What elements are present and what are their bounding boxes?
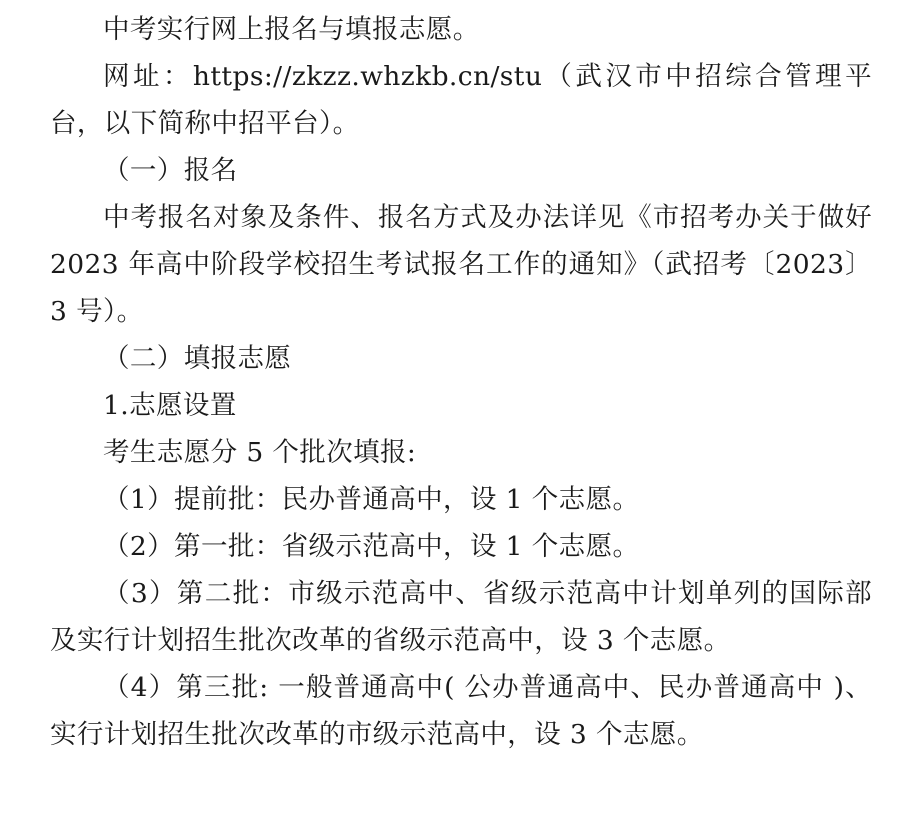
paragraph: （4）第三批: 一般普通高中( 公办普通高中、民办普通高中 )、实行计划招生批次改革的市级示范高中，设 3 个志愿。 — [50, 672, 872, 750]
paragraph: （一）报名 — [103, 155, 238, 186]
paragraph: 中考实行网上报名与填报志愿。 — [103, 14, 480, 45]
paragraph: （2）第一批：省级示范高中，设 1 个志愿。 — [103, 531, 640, 562]
paragraph: 考生志愿分 5 个批次填报: — [103, 437, 417, 468]
paragraph: 中考报名对象及条件、报名方式及办法详见《市招考办关于做好 2023 年高中阶段学校招生考试报名工作的通知》（武招考〔2023〕3 号）。 — [50, 202, 881, 327]
paragraph: 1.志愿设置 — [103, 390, 237, 421]
paragraph: 网址：https://zkzz.whzkb.cn/stu（武汉市中招综合管理平台，以下简称中招平台）。 — [50, 61, 872, 139]
paragraph: （1）提前批：民办普通高中，设 1 个志愿。 — [103, 484, 640, 515]
paragraph: （二）填报志愿 — [103, 343, 292, 374]
paragraph: （3）第二批：市级示范高中、省级示范高中计划单列的国际部及实行计划招生批次改革的省级示范高中，设 3 个志愿。 — [50, 578, 872, 656]
